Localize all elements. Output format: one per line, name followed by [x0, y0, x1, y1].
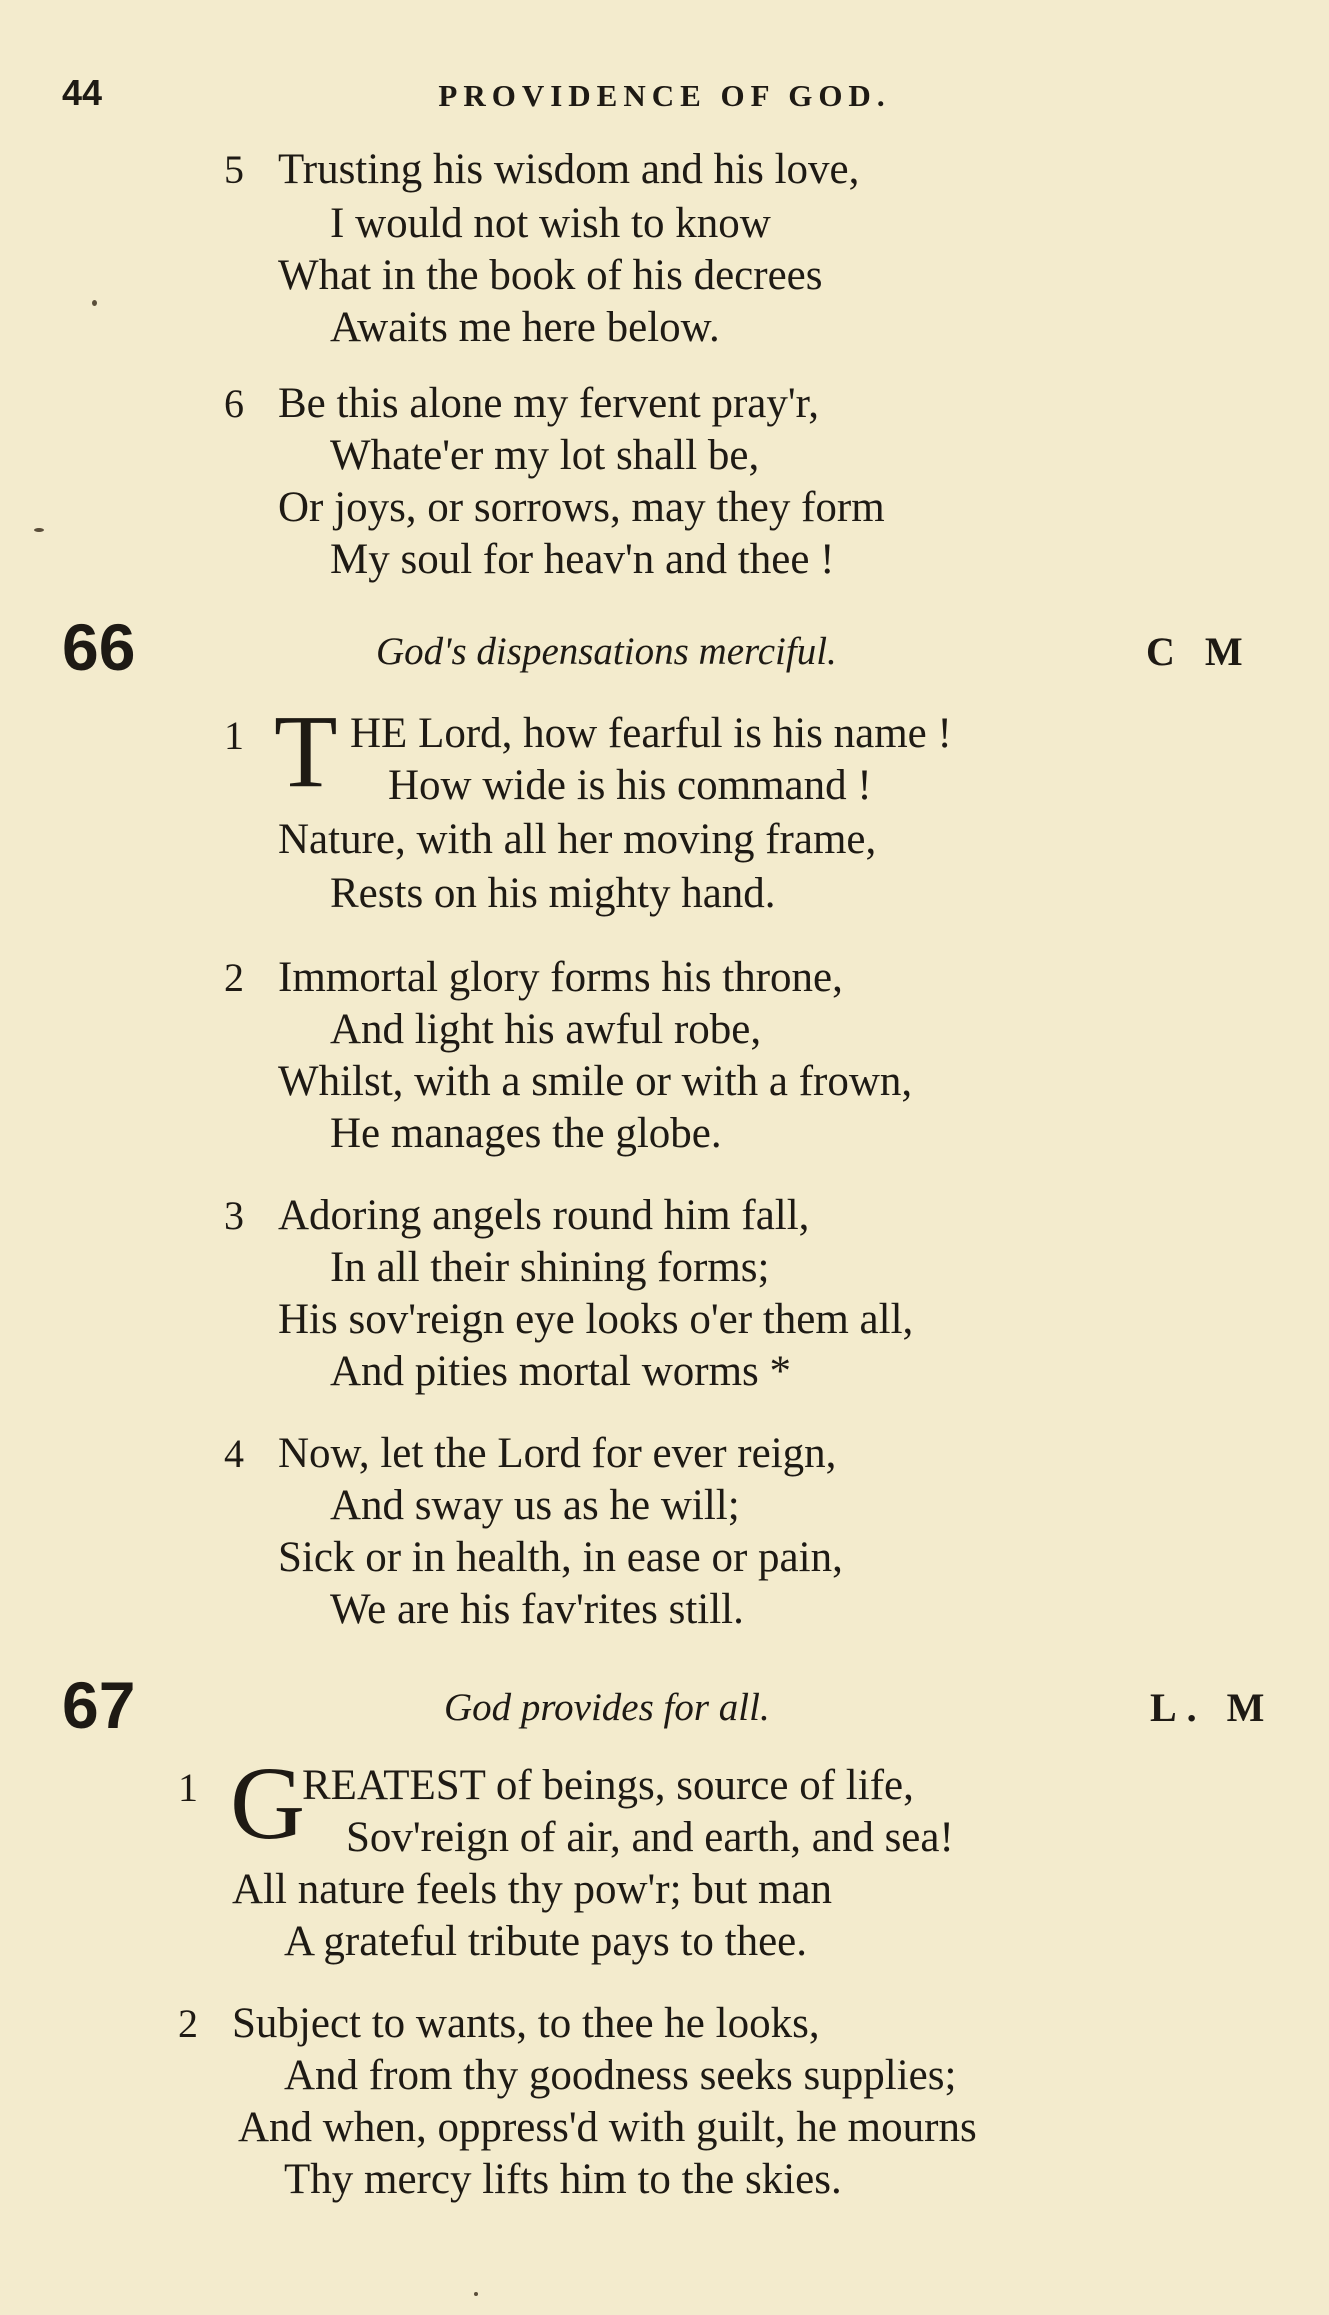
verse-line: And light his awful robe, — [330, 1006, 762, 1053]
verse-number: 6 — [224, 381, 244, 426]
verse-line: And when, oppress'd with guilt, he mourns — [238, 2104, 977, 2151]
verse-line: REATEST of beings, source of life, — [302, 1762, 914, 1809]
verse-line: HE Lord, how fearful is his name ! — [350, 710, 952, 757]
verse-line: How wide is his command ! — [388, 762, 872, 809]
verse-line: His sov'reign eye looks o'er them all, — [278, 1296, 914, 1343]
verse-line: Thy mercy lifts him to the skies. — [284, 2156, 842, 2203]
verse-line: Rests on his mighty hand. — [330, 870, 776, 917]
verse-line: Trusting his wisdom and his love, — [278, 146, 860, 193]
verse-line: Subject to wants, to thee he looks, — [232, 2000, 820, 2047]
verse-line: Sick or in health, in ease or pain, — [278, 1534, 843, 1581]
verse-number: 1 — [224, 713, 244, 758]
hymn-meter: L. M — [1150, 1685, 1275, 1730]
verse-number: 2 — [224, 955, 244, 1000]
running-head — [0, 72, 1329, 122]
hymn-meter: C M — [1146, 629, 1253, 674]
drop-cap: T — [274, 694, 338, 809]
verse-line: My soul for heav'n and thee ! — [330, 536, 835, 583]
page-number: 44 — [62, 72, 103, 113]
verse-line: Or joys, or sorrows, may they form — [278, 484, 885, 531]
print-speck — [92, 300, 97, 306]
verse-number: 2 — [178, 2001, 198, 2046]
verse-line: In all their shining forms; — [330, 1244, 770, 1291]
running-title: PROVIDENCE OF GOD. — [438, 78, 891, 113]
verse-line: Awaits me here below. — [330, 304, 720, 351]
verse-line: Whilst, with a smile or with a frown, — [278, 1058, 913, 1105]
verse-number: 3 — [224, 1193, 244, 1238]
verse-line: All nature feels thy pow'r; but man — [232, 1866, 833, 1913]
verse-line: Now, let the Lord for ever reign, — [278, 1430, 837, 1477]
verse-line: Be this alone my fervent pray'r, — [278, 380, 819, 427]
verse-line: And sway us as he will; — [330, 1482, 740, 1529]
verse-line: Whate'er my lot shall be, — [330, 432, 760, 479]
verse-line: A grateful tribute pays to thee. — [284, 1918, 808, 1965]
verse-line: He manages the globe. — [330, 1110, 722, 1157]
verse-number: 5 — [224, 147, 244, 192]
drop-cap: G — [230, 1746, 306, 1861]
verse-line: Adoring angels round him fall, — [278, 1192, 810, 1239]
verse-number: 1 — [178, 1765, 198, 1810]
print-speck — [474, 2292, 478, 2296]
verse-line: We are his fav'rites still. — [330, 1586, 744, 1633]
verse-line: Nature, with all her moving frame, — [278, 816, 877, 863]
verse-number: 4 — [224, 1431, 244, 1476]
verse-line: And from thy goodness seeks supplies; — [284, 2052, 957, 2099]
verse-line: I would not wish to know — [330, 200, 771, 247]
hymn-title: God's dispensations merciful. — [376, 630, 837, 673]
print-speck — [34, 528, 44, 532]
verse-line: What in the book of his decrees — [278, 252, 823, 299]
verse-line: Sov'reign of air, and earth, and sea! — [346, 1814, 954, 1861]
verse-line: Immortal glory forms his throne, — [278, 954, 843, 1001]
hymn-number: 66 — [62, 610, 136, 684]
hymn-title: God provides for all. — [444, 1686, 770, 1729]
hymn-number: 67 — [62, 1668, 136, 1742]
verse-line: And pities mortal worms * — [330, 1348, 792, 1395]
